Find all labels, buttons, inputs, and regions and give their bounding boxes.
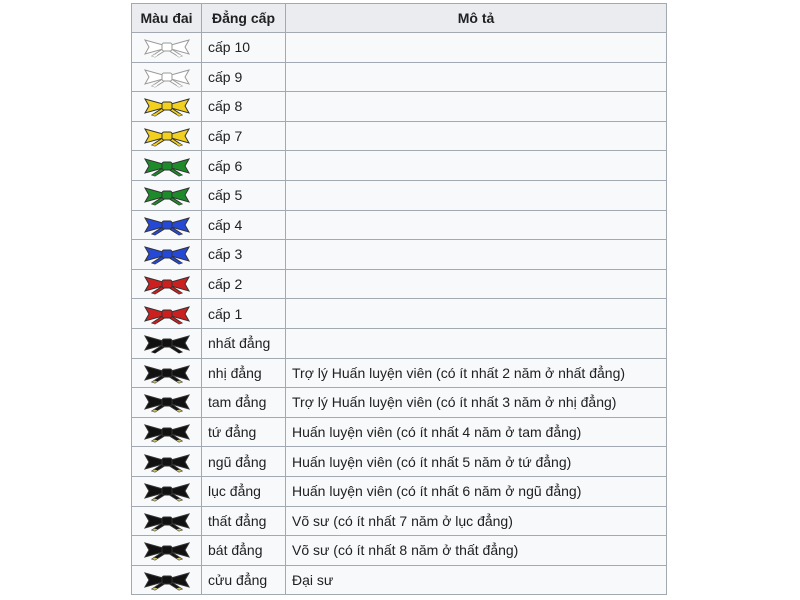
rank-cell: cấp 9 xyxy=(202,62,286,92)
table-row xyxy=(132,121,667,151)
table-row xyxy=(132,417,667,447)
rank-cell: thất đẳng xyxy=(202,506,286,536)
description-cell: Huấn luyện viên (có ít nhất 4 năm ở tam đẳng) xyxy=(286,417,667,447)
description-cell: Đại sư xyxy=(286,565,667,595)
green-belt-icon xyxy=(142,155,192,177)
belt-cell xyxy=(132,151,202,181)
table-row xyxy=(132,358,667,388)
table-row xyxy=(132,476,667,506)
white-belt-icon xyxy=(142,36,192,58)
rank-cell: bát đẳng xyxy=(202,536,286,566)
description-cell xyxy=(286,269,667,299)
rank-cell: cấp 6 xyxy=(202,151,286,181)
header-belt-color: Màu đai xyxy=(132,4,202,33)
table-row xyxy=(132,565,667,595)
table-row xyxy=(132,536,667,566)
black-belt-icon xyxy=(142,480,192,502)
rank-cell: cấp 7 xyxy=(202,121,286,151)
table-row xyxy=(132,328,667,358)
table-row xyxy=(132,299,667,329)
belt-cell xyxy=(132,92,202,122)
black-belt-icon xyxy=(142,569,192,591)
rank-cell: cửu đẳng xyxy=(202,565,286,595)
rank-cell: cấp 3 xyxy=(202,240,286,270)
rank-cell: cấp 2 xyxy=(202,269,286,299)
blue-belt-icon xyxy=(142,243,192,265)
description-cell xyxy=(286,210,667,240)
belt-cell xyxy=(132,180,202,210)
belt-cell xyxy=(132,358,202,388)
black-belt-icon xyxy=(142,362,192,384)
table-row xyxy=(132,33,667,63)
belt-cell xyxy=(132,210,202,240)
rank-cell: ngũ đẳng xyxy=(202,447,286,477)
description-cell: Huấn luyện viên (có ít nhất 5 năm ở tứ đẳng) xyxy=(286,447,667,477)
rank-cell: tam đẳng xyxy=(202,388,286,418)
description-cell: Huấn luyện viên (có ít nhất 6 năm ở ngũ đẳng) xyxy=(286,476,667,506)
table-row xyxy=(132,180,667,210)
table-row xyxy=(132,506,667,536)
black-belt-icon xyxy=(142,539,192,561)
black-belt-icon xyxy=(142,391,192,413)
blue-belt-icon xyxy=(142,214,192,236)
table-row xyxy=(132,210,667,240)
table-row xyxy=(132,151,667,181)
table-row xyxy=(132,388,667,418)
belt-cell xyxy=(132,33,202,63)
rank-cell: cấp 5 xyxy=(202,180,286,210)
description-cell xyxy=(286,151,667,181)
rank-cell: lục đẳng xyxy=(202,476,286,506)
red-belt-icon xyxy=(142,273,192,295)
rank-cell: nhị đẳng xyxy=(202,358,286,388)
white-belt-icon xyxy=(142,66,192,88)
description-cell xyxy=(286,62,667,92)
table-row xyxy=(132,269,667,299)
belt-cell xyxy=(132,536,202,566)
description-cell xyxy=(286,33,667,63)
rank-cell: nhất đẳng xyxy=(202,328,286,358)
table-row xyxy=(132,92,667,122)
belt-cell xyxy=(132,388,202,418)
rank-cell: cấp 4 xyxy=(202,210,286,240)
description-cell xyxy=(286,92,667,122)
green-belt-icon xyxy=(142,184,192,206)
belt-cell xyxy=(132,299,202,329)
black-belt-icon xyxy=(142,510,192,532)
description-cell: Trợ lý Huấn luyện viên (có ít nhất 2 năm ở nhất đẳng) xyxy=(286,358,667,388)
description-cell xyxy=(286,180,667,210)
header-description: Mô tả xyxy=(286,4,667,33)
belt-cell xyxy=(132,417,202,447)
belt-cell xyxy=(132,476,202,506)
table-row xyxy=(132,240,667,270)
red-belt-icon xyxy=(142,303,192,325)
belt-cell xyxy=(132,328,202,358)
belt-cell xyxy=(132,447,202,477)
belt-cell xyxy=(132,121,202,151)
belt-cell xyxy=(132,269,202,299)
table-row xyxy=(132,62,667,92)
belt-cell xyxy=(132,62,202,92)
belt-rank-table xyxy=(131,3,667,595)
description-cell: Võ sư (có ít nhất 7 năm ở lục đẳng) xyxy=(286,506,667,536)
rank-cell: tứ đẳng xyxy=(202,417,286,447)
belt-cell xyxy=(132,565,202,595)
description-cell xyxy=(286,121,667,151)
black-belt-icon xyxy=(142,421,192,443)
yellow-belt-icon xyxy=(142,125,192,147)
black-belt-icon xyxy=(142,332,192,354)
rank-cell: cấp 1 xyxy=(202,299,286,329)
black-belt-icon xyxy=(142,451,192,473)
belt-cell xyxy=(132,506,202,536)
description-cell: Trợ lý Huấn luyện viên (có ít nhất 3 năm ở nhị đẳng) xyxy=(286,388,667,418)
header-row xyxy=(132,4,667,33)
rank-cell: cấp 8 xyxy=(202,92,286,122)
rank-cell: cấp 10 xyxy=(202,33,286,63)
belt-cell xyxy=(132,240,202,270)
description-cell xyxy=(286,299,667,329)
description-cell: Võ sư (có ít nhất 8 năm ở thất đẳng) xyxy=(286,536,667,566)
table-row xyxy=(132,447,667,477)
description-cell xyxy=(286,328,667,358)
description-cell xyxy=(286,240,667,270)
header-rank: Đẳng cấp xyxy=(202,4,286,33)
yellow-belt-icon xyxy=(142,95,192,117)
